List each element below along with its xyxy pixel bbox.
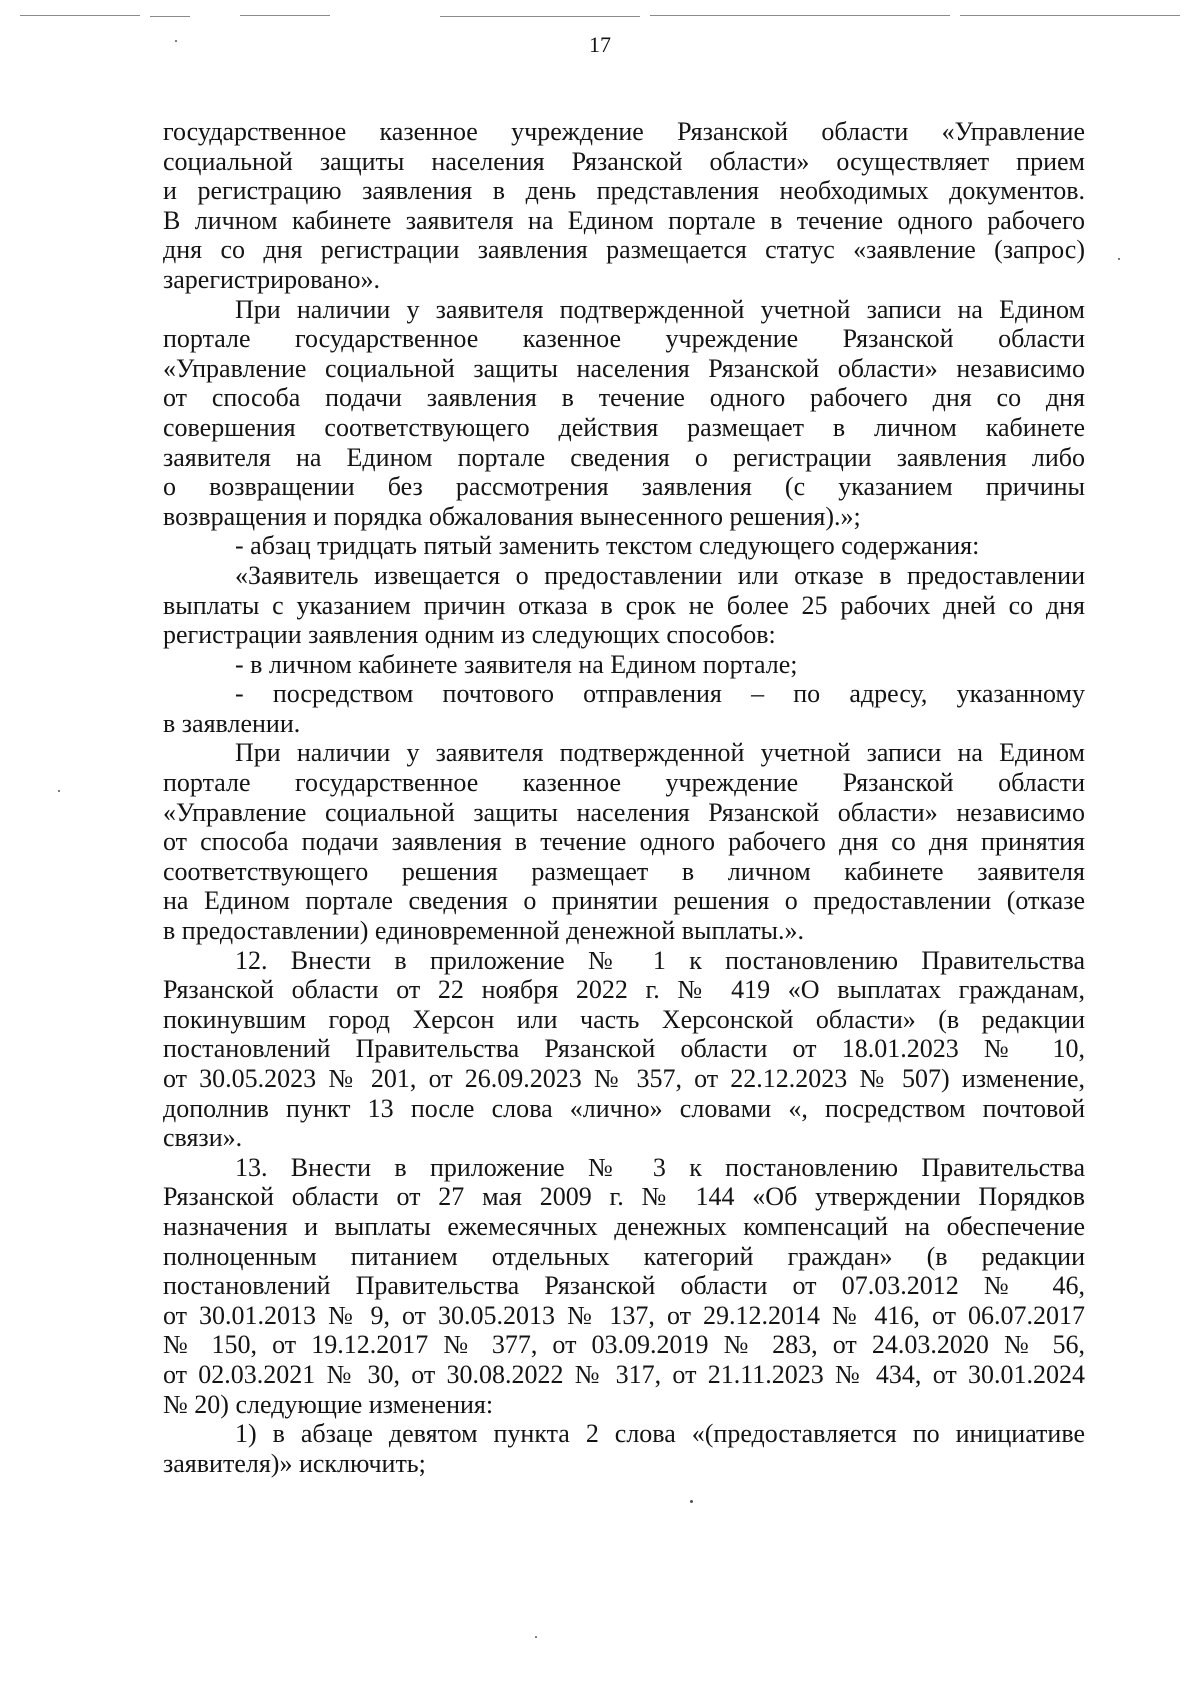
scan-speck xyxy=(690,1500,693,1503)
text-line: При наличии у заявителя подтвержденной учетной записи на Едином xyxy=(235,738,1085,768)
text-line: постановлений Правительства Рязанской области от 18.01.2023 № 10, xyxy=(163,1034,1085,1064)
text-line: покинувшим город Херсон или часть Херсонской области» (в редакции xyxy=(163,1004,1085,1034)
text-line: Рязанской области от 22 ноября 2022 г. № 419 «О выплатах гражданам, xyxy=(163,975,1085,1005)
document-body xyxy=(163,117,1085,1478)
text-line: зарегистрировано». xyxy=(163,264,380,294)
text-line: полноценным питанием отдельных категорий граждан» (в редакции xyxy=(163,1241,1085,1271)
text-line: и регистрацию заявления в день представления необходимых документов. xyxy=(163,176,1085,206)
text-line: Рязанской области от 27 мая 2009 г. № 144 «Об утверждении Порядков xyxy=(163,1182,1085,1212)
text-line: от 30.05.2023 № 201, от 26.09.2023 № 357, от 22.12.2023 № 507) изменение, xyxy=(163,1064,1085,1093)
text-line: «Заявитель извещается о предоставлении или отказе в предоставлении xyxy=(235,560,1085,590)
scan-speck xyxy=(1118,258,1120,260)
text-line: совершения соответствующего действия размещает в личном кабинете xyxy=(163,412,1085,442)
text-line: № 150, от 19.12.2017 № 377, от 03.09.2019 № 283, от 24.03.2020 № 56, xyxy=(163,1330,1085,1360)
text-line: государственное казенное учреждение Рязанской области «Управление xyxy=(163,117,1085,146)
scan-speck xyxy=(535,1636,537,1638)
text-line: заявителя на Едином портале сведения о регистрации заявления либо xyxy=(163,442,1085,472)
scan-speck xyxy=(58,790,60,792)
text-line: в предоставлении) единовременной денежной выплаты.». xyxy=(163,916,805,946)
text-line: назначения и выплаты ежемесячных денежных компенсаций на обеспечение xyxy=(163,1211,1085,1241)
text-line: портале государственное казенное учреждение Рязанской области xyxy=(163,324,1085,354)
text-line: выплаты с указанием причин отказа в срок не более 25 рабочих дней со дня xyxy=(163,590,1085,620)
text-line: возвращения и порядка обжалования вынесенного решения).»; xyxy=(163,501,861,531)
text-line: в заявлении. xyxy=(163,708,301,738)
text-line: от способа подачи заявления в течение одного рабочего дня со дня принятия xyxy=(163,827,1085,857)
text-line: «Управление социальной защиты населения Рязанской области» независимо xyxy=(163,353,1085,383)
text-line: социальной защиты населения Рязанской области» осуществляет прием xyxy=(163,146,1085,176)
page-number: 17 xyxy=(589,32,611,57)
text-line: о возвращении без рассмотрения заявления (с указанием причины xyxy=(163,472,1085,502)
text-line: связи». xyxy=(163,1123,243,1153)
text-line: «Управление социальной защиты населения Рязанской области» независимо xyxy=(163,797,1085,827)
scan-speck xyxy=(175,40,177,42)
text-line: № 20) следующие изменения: xyxy=(163,1389,494,1419)
scan-edge-artifact xyxy=(0,14,1200,20)
text-line: В личном кабинете заявителя на Едином портале в течение одного рабочего xyxy=(163,205,1085,235)
text-line: от способа подачи заявления в течение одного рабочего дня со дня xyxy=(163,383,1085,413)
text-line: портале государственное казенное учреждение Рязанской области xyxy=(163,768,1085,798)
text-line: на Едином портале сведения о принятии решения о предоставлении (отказе xyxy=(163,886,1085,916)
text-line: заявителя)» исключить; xyxy=(163,1448,426,1478)
text-line: При наличии у заявителя подтвержденной учетной записи на Едином xyxy=(235,294,1085,324)
text-line: - в личном кабинете заявителя на Едином портале; xyxy=(235,649,798,679)
text-line: от 02.03.2021 № 30, от 30.08.2022 № 317, от 21.11.2023 № 434, от 30.01.2024 xyxy=(163,1359,1085,1389)
text-line: 1) в абзаце девятом пункта 2 слова «(предоставляется по инициативе xyxy=(235,1419,1085,1449)
text-line: соответствующего решения размещает в личном кабинете заявителя xyxy=(163,856,1085,886)
text-line: постановлений Правительства Рязанской области от 07.03.2012 № 46, xyxy=(163,1271,1085,1301)
text-line: от 30.01.2013 № 9, от 30.05.2013 № 137, от 29.12.2014 № 416, от 06.07.2017 xyxy=(163,1300,1085,1330)
text-line: - посредством почтового отправления – по адресу, указанному xyxy=(235,679,1085,709)
text-line: 12. Внести в приложение № 1 к постановлению Правительства xyxy=(235,945,1085,975)
text-line: дня со дня регистрации заявления размещается статус «заявление (запрос) xyxy=(163,235,1085,265)
text-line: регистрации заявления одним из следующих способов: xyxy=(163,620,776,650)
text-line: дополнив пункт 13 после слова «лично» словами «, посредством почтовой xyxy=(163,1093,1085,1123)
text-line: - абзац тридцать пятый заменить текстом следующего содержания: xyxy=(235,531,980,561)
text-line: 13. Внести в приложение № 3 к постановлению Правительства xyxy=(235,1152,1085,1182)
